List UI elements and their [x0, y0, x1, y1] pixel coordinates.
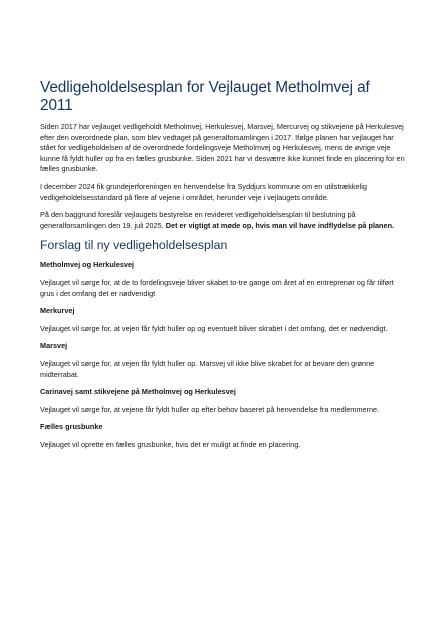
item-heading-metholmvej-herkulesvej: Metholmvej og Herkulesvej	[40, 260, 135, 270]
item-heading-carinavej-stikveje: Carinavej samt stikvejene på Metholmvej og Herkulesvej	[40, 387, 236, 397]
item-heading-faelles-grusbunke: Fælles grusbunke	[40, 422, 103, 432]
item-heading-merkurvej: Merkurvej	[40, 306, 75, 316]
intro-paragraph-3	[40, 210, 405, 231]
item-text-marsvej: Vejlauget vil sørge for, at vejen får fyldt huller op. Marsvej vil ikke blive skrabet for at bevare den grønne midterrabat.	[40, 358, 375, 379]
item-text-metholmvej-herkulesvej: Vejlauget vil sørge for, at de to fordelingsveje bliver skabet to-tre gange om året af en entreprenør og får tilført grus i det omfang det er nødvendigt	[40, 277, 394, 298]
intro-paragraph-3-text: På den baggrund foreslår vejlaugets bestyrelse en revideret vedligeholdelsesplan til beslutning på generalforsamlingen den 19. juli 2025.	[40, 210, 356, 230]
document-title: Vedligeholdelsesplan for Vejlauget Metholmvej af 2011	[40, 79, 370, 114]
intro-paragraph-1: Siden 2017 har vejlauget vedligeholdt Metholmvej, Herkulesvej, Marsvej, Mercurvej og stikvejene på Herkulesvej efter den overordnede plan, som blev vedtaget på generalforsamlingen i 2017. Ifølge planen har vejlauget har stået for vedligeholdelsen af de overordnede fordelingsveje Metholmvej og Herkulesvej, mens de øvrige veje kunne få fyldt huller op fra en fælles grusbunke. Siden 2021 har vi desværre ikke kunnet finde en placering for en fælles grusbunke.	[40, 122, 405, 174]
intro-emphasis: Det er vigtigt at møde op, hvis man vil have indflydelse på planen.	[165, 220, 395, 230]
item-heading-marsvej: Marsvej	[40, 341, 68, 351]
item-text-merkurvej: Vejlauget vil sørge for, at vejen får fyldt huller op og eventuelt bliver skrabet i det omfang, det er nødvendigt.	[40, 323, 388, 333]
intro-paragraph-2: I december 2024 fik grundejerforeningen en henvendelse fra Syddjurs kommune om en utilstrækkelig vedligeholdelsesstandard på flere af vejene i området, herunder veje i vejlaugets område.	[40, 181, 367, 202]
item-text-carinavej-stikveje: Vejlauget vil sørge for, at vejene får fyldt huller op efter behov baseret på henvendelse fra medlemmerne.	[40, 404, 380, 414]
item-text-faelles-grusbunke: Vejlauget vil oprette en fælles grusbunke, hvis det er muligt at finde en placering.	[40, 439, 301, 449]
section-title: Forslag til ny vedligeholdelsesplan	[40, 238, 228, 253]
